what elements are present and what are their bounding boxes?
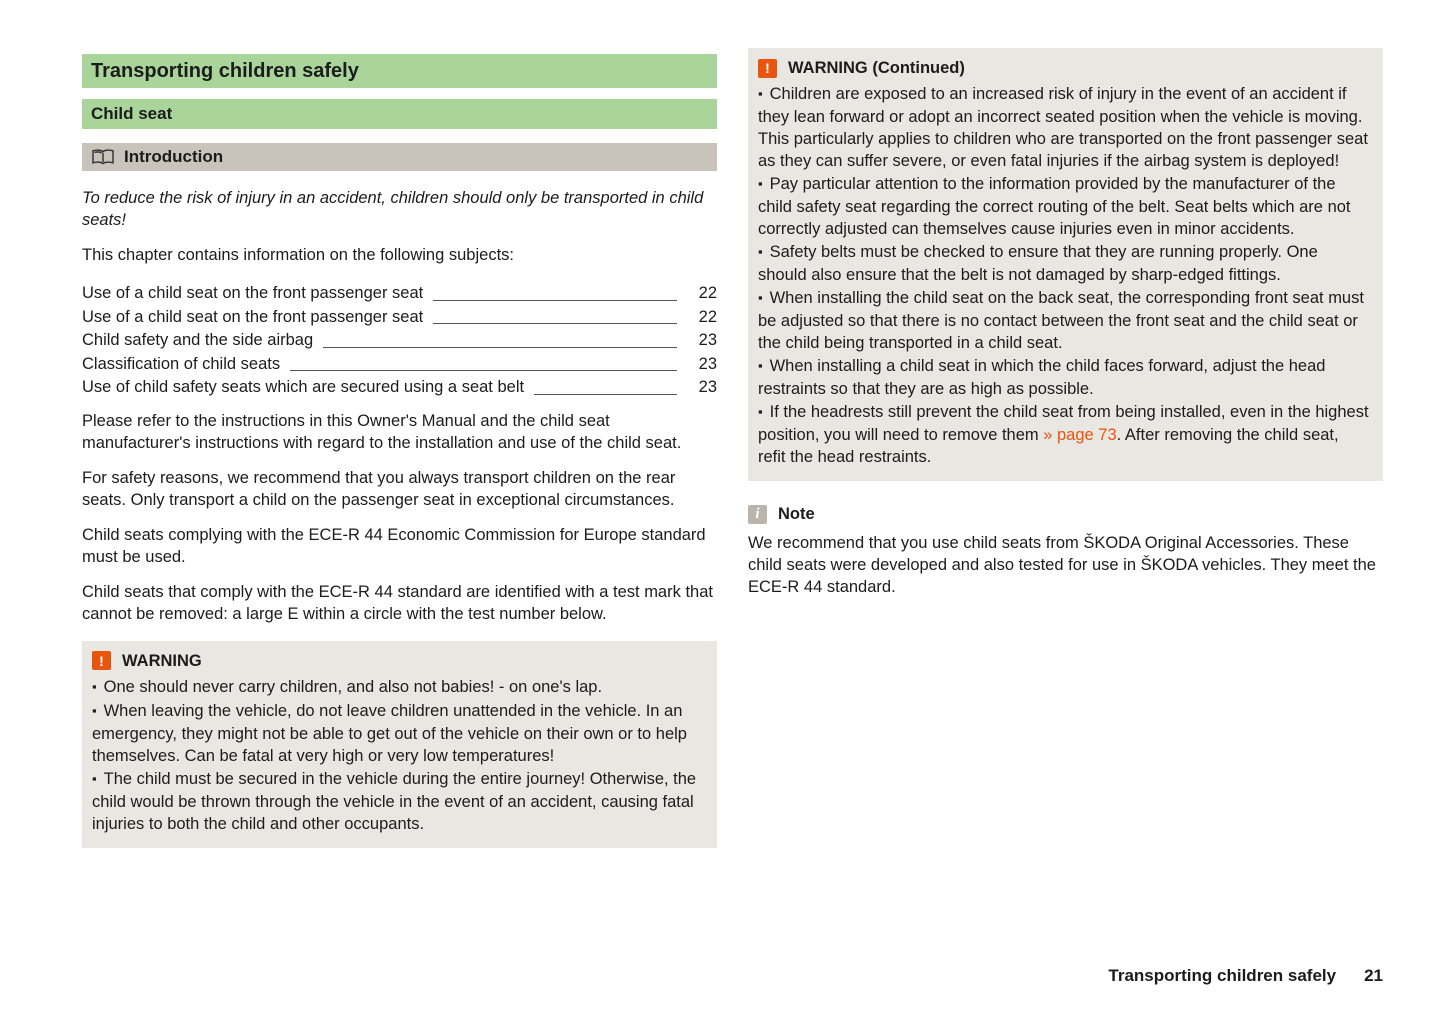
toc-row	[82, 329, 717, 353]
toc-leader-line	[323, 347, 677, 348]
toc-label: Use of child safety seats which are secured using a seat belt	[82, 378, 525, 396]
section-title: Child seat	[82, 99, 717, 129]
warning-item-text: The child must be secured in the vehicle during the entire journey! Otherwise, the child would be thrown through the vehicle in the event of an accident, causing fatal injuries to both the child and other occupants.	[92, 769, 697, 833]
warning-item-text: One should never carry children, and also not babies! - on one's lap.	[103, 677, 603, 696]
subsection-title: Introduction	[124, 147, 224, 166]
warning-item-text: Pay particular attention to the information provided by the manufacturer of the child safety seat regarding the correct routing of the belt. Seat belts which are not correctly adjusted can themselves cause injuries even in minor accidents.	[758, 175, 1351, 238]
left-column	[82, 48, 717, 848]
toc-heading: This chapter contains information on the following subjects:	[82, 246, 514, 264]
toc-leader-line	[433, 323, 677, 324]
page-footer	[1108, 966, 1383, 986]
warning-item	[758, 355, 1370, 400]
page-title: Transporting children safely	[82, 54, 717, 88]
paragraph: Child seats complying with the ECE-R 44 Economic Commission for Europe standard must be used.	[82, 525, 706, 566]
warning-item-text: When installing the child seat on the back seat, the corresponding front seat must be adjusted so that there is no contact between the front seat and the child seat or the child being transported in a child seat.	[758, 289, 1364, 352]
warning-item	[758, 401, 1370, 468]
warning-item	[758, 83, 1370, 172]
warning-item-text-before: If the headrests still prevent the child seat from being installed, even in the highest position, you will need to remove them	[758, 403, 1369, 444]
subsection-header	[82, 143, 717, 171]
toc-page-number: 23	[698, 331, 717, 349]
bullet-icon: ▪	[758, 244, 763, 259]
toc-page-number: 23	[698, 354, 717, 373]
paragraph: Child seats that comply with the ECE-R 44 standard are identified with a test mark that cannot be removed: a large E within a circle with the test number below.	[82, 582, 713, 623]
warning-item	[758, 287, 1370, 354]
warning-item-text: Safety belts must be checked to ensure that they are running properly. One should also ensure that the belt is not damaged by sharp-edged fittings.	[758, 243, 1318, 284]
note-text: We recommend that you use child seats from ŠKODA Original Accessories. These child seats were developed and also tested for use in ŠKODA vehicles. They meet the ECE-R 44 standard.	[748, 534, 1376, 596]
warning-item	[92, 768, 704, 835]
toc-leader-line	[433, 300, 677, 301]
toc-label: Classification of child seats	[82, 354, 281, 373]
toc-label: Child safety and the side airbag	[82, 331, 314, 349]
warning-item	[758, 173, 1370, 240]
warning-box	[82, 641, 717, 848]
warning-item-text: Children are exposed to an increased risk of injury in the event of an accident if they lean forward or adopt an incorrect seated position when the vehicle is moving. This particularly applies to children who are transported on the front passenger seat as they can suffer severe, or even fatal injuries if the airbag system is deployed!	[758, 85, 1368, 170]
paragraph: For safety reasons, we recommend that you always transport children on the rear seats. Only transport a child on the passenger seat in exceptional circumstances.	[82, 468, 676, 509]
bullet-icon: ▪	[758, 86, 763, 101]
warning-item-text-after: . After removing the child seat, refit the head restraints.	[758, 426, 1339, 466]
toc-row	[82, 282, 717, 306]
bullet-icon: ▪	[758, 290, 763, 305]
right-column	[748, 48, 1383, 848]
toc-row	[82, 353, 717, 377]
warning-continued-title: WARNING (Continued)	[788, 59, 965, 77]
toc-leader-line	[534, 394, 677, 395]
warning-item-text: When leaving the vehicle, do not leave children unattended in the vehicle. In an emergency, they might not be able to get out of the vehicle on their own or to help themselves. Can be fatal at very high or very low temperatures!	[92, 701, 687, 765]
bullet-icon: ▪	[92, 702, 97, 718]
toc-label: Use of a child seat on the front passenger seat	[82, 284, 424, 302]
bullet-icon: ▪	[92, 678, 97, 694]
warning-continued-box	[748, 48, 1383, 481]
warning-icon: !	[92, 651, 111, 670]
note-title: Note	[778, 505, 815, 523]
note-section	[748, 503, 1383, 598]
page-73-link[interactable]: » page 73	[1043, 426, 1117, 444]
warning-icon: !	[758, 59, 777, 78]
warning-item	[92, 676, 704, 699]
bullet-icon: ▪	[92, 770, 97, 786]
footer-chapter-label: Transporting children safely	[1108, 966, 1337, 985]
toc-page-number: 22	[698, 284, 717, 302]
toc-page-number: 23	[698, 378, 717, 396]
note-header	[748, 503, 1383, 525]
table-of-contents	[82, 282, 717, 400]
book-icon	[91, 149, 115, 165]
footer-page-number: 21	[1364, 966, 1383, 985]
bullet-icon: ▪	[758, 176, 763, 191]
bullet-icon: ▪	[758, 404, 763, 419]
intro-statement: To reduce the risk of injury in an accident, children should only be transported in child seats!	[82, 189, 704, 229]
toc-row	[82, 306, 717, 330]
warning-title: WARNING	[122, 651, 202, 670]
warning-item	[758, 241, 1370, 286]
bullet-icon: ▪	[758, 358, 763, 373]
warning-item-text: When installing a child seat in which the child faces forward, adjust the head restraints so that they are as high as possible.	[758, 357, 1326, 398]
note-icon: i	[748, 505, 767, 524]
warning-header	[92, 650, 704, 672]
toc-page-number: 22	[698, 307, 717, 326]
toc-leader-line	[290, 370, 677, 371]
warning-item	[92, 700, 704, 767]
warning-continued-header	[758, 57, 1370, 79]
toc-label: Use of a child seat on the front passenger seat	[82, 307, 424, 326]
toc-row	[82, 376, 717, 400]
paragraph: Please refer to the instructions in this Owner's Manual and the child seat manufacturer's instructions with regard to the installation and use of the child seat.	[82, 411, 682, 452]
